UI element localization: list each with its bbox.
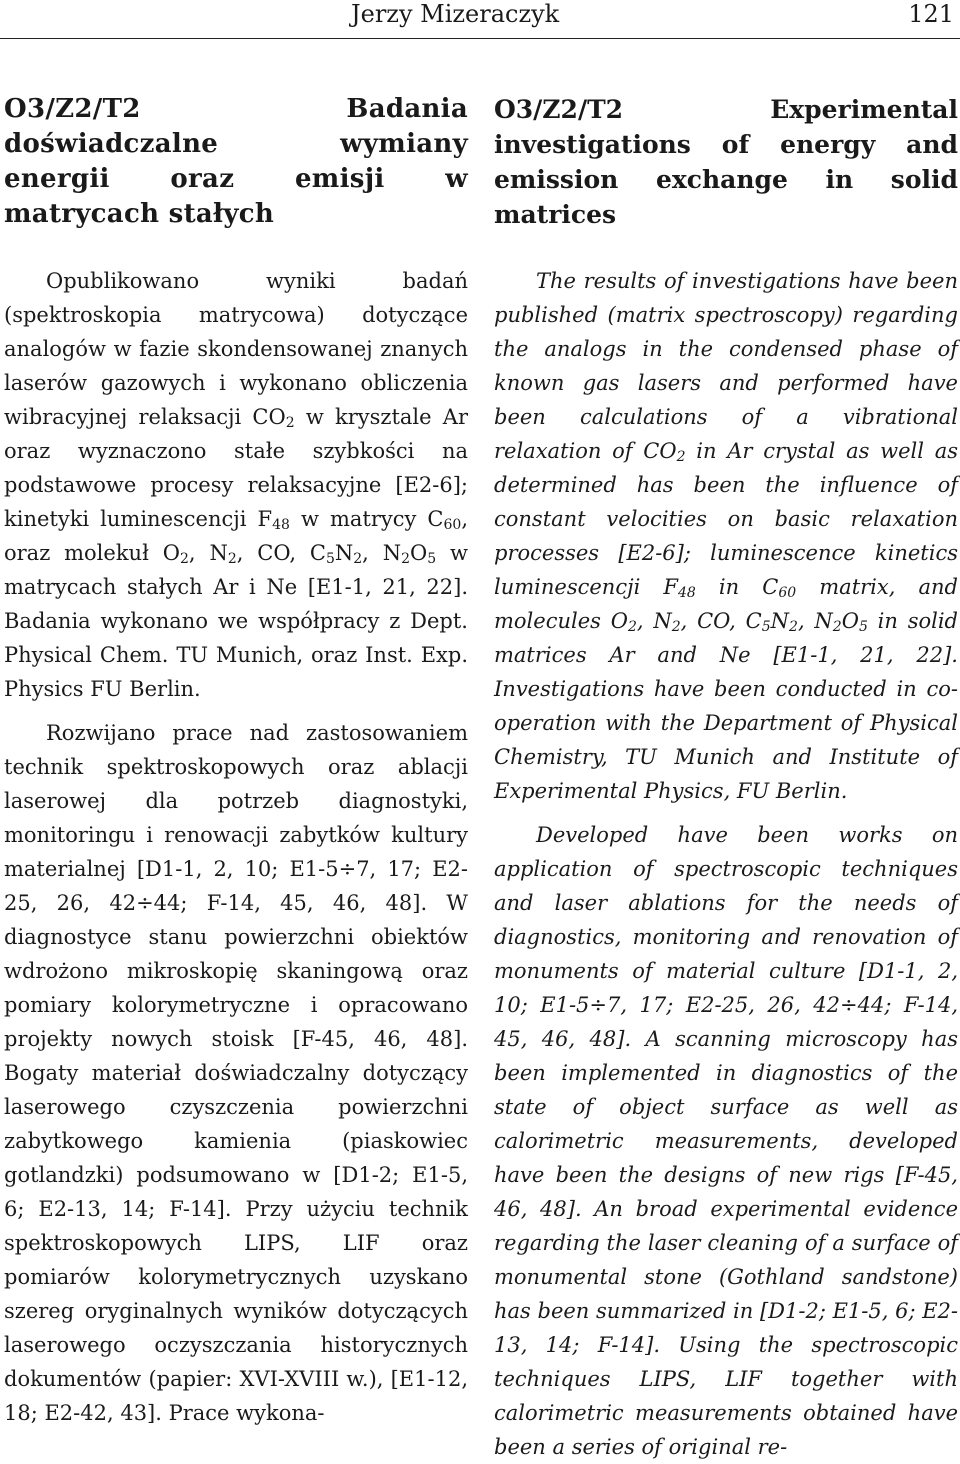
paragraph-english-1: The results of investigations have been published (matrix spectroscopy) regarding the analogs in the condensed phase of known gas lasers and performed have been calculations of a vibrational relaxation of $CO_2$ in Ar crystal as well as determined has been the influence of constant velocities on basic relaxation processes [E2-6]; luminescence kinetics luminescencji $F_{48}$ in $C_{60}$ matrix, and molecules $O_2$, $N_2$, CO, $C_5N_2$, $N_2O_5$ in solid matrices Ar and Ne [E1-1, 21, 22]. Investigations have been conducted in co-operation with the Department of Physical Chemistry, TU Munich and Institute of Experimental Physics, FU Berlin.: [494, 269, 958, 803]
running-head-author: Jerzy Mizeraczyk: [351, 0, 560, 28]
english-column: [494, 92, 958, 1464]
paragraph-polish-1: Opublikowano wyniki badań (spektroskopia matrycowa) dotyczące analogów w fazie skondensowanej znanych laserów gazowych i wykonano obliczenia wibracyjnej relaksacji $CO_2$ w krysztale Ar oraz wyznaczono stałe szybkości na podstawowe procesy relaksacyjne [E2-6]; kinetyki luminescencji $F_{48}$ w matrycy $C_{60}$, oraz molekuł $O_2$, $N_2$, CO, $C_5N_2$, $N_2O_5$ w matrycach stałych Ar i Ne [E1-1, 21, 22]. Badania wykonano we współpracy z Dept. Physical Chem. TU Munich, oraz Inst. Exp. Physics FU Berlin.: [4, 269, 468, 701]
paragraph-english-2: Developed have been works on application of spectroscopic techniques and laser ablations for the needs of diagnostics, monitoring and renovation of monuments of material culture [D1-1, 2, 10; E1-5÷7, 17; E2-25, 26, 42÷44; F-14, 45, 46, 48]. A scanning microscopy has been implemented in diagnostics of the state of object surface as well as calorimetric measurements, developed have been the designs of new rigs [F-45, 46, 48]. An broad experimental evidence regarding the laser cleaning of a surface of monumental stone (Gothland sandstone) has been summarized in [D1-2; E1-5, 6; E2-13, 14; F-14]. Using the spectroscopic techniques LIPS, LIF together with calorimetric measurements obtained have been a series of original re-: [494, 823, 958, 1459]
section-title-polish: O3/Z2/T2 Badania doświadczalne wymiany energii oraz emisji w matrycach stałych: [4, 94, 468, 229]
paragraph-polish-2: Rozwijano prace nad zastosowaniem technik spektroskopowych oraz ablacji laserowej dla potrzeb diagnostyki, monitoringu i renowacji zabytków kultury materialnej [D1-1, 2, 10; E1-5÷7, 17; E2-25, 26, 42÷44; F-14, 45, 46, 48]. W diagnostyce stanu powierzchni obiektów wdrożono mikroskopię skaningową oraz pomiary kolorymetryczne i opracowano projekty nowych stoisk [F-45, 46, 48]. Bogaty materiał doświadczalny dotyczący laserowego czyszczenia powierzchni zabytkowego kamienia (piaskowiec gotlandzki) podsumowano w [D1-2; E1-5, 6; E2-13, 14; F-14]. Przy użyciu technik spektroskopowych LIPS, LIF oraz pomiarów kolorymetrycznych uzyskano szereg oryginalnych wyników dotyczących laserowego oczyszczania historycznych dokumentów (papier: XVI-XVIII w.), [E1-12, 18; E2-42, 43]. Prace wykona-: [4, 721, 468, 1425]
polish-column: [4, 92, 468, 1430]
page-number: 121: [908, 0, 954, 28]
header-rule: [0, 38, 960, 39]
section-title-english: O3/Z2/T2 Experimental investigations of energy and emission exchange in solid matrices: [494, 95, 958, 229]
running-head: [0, 0, 960, 32]
